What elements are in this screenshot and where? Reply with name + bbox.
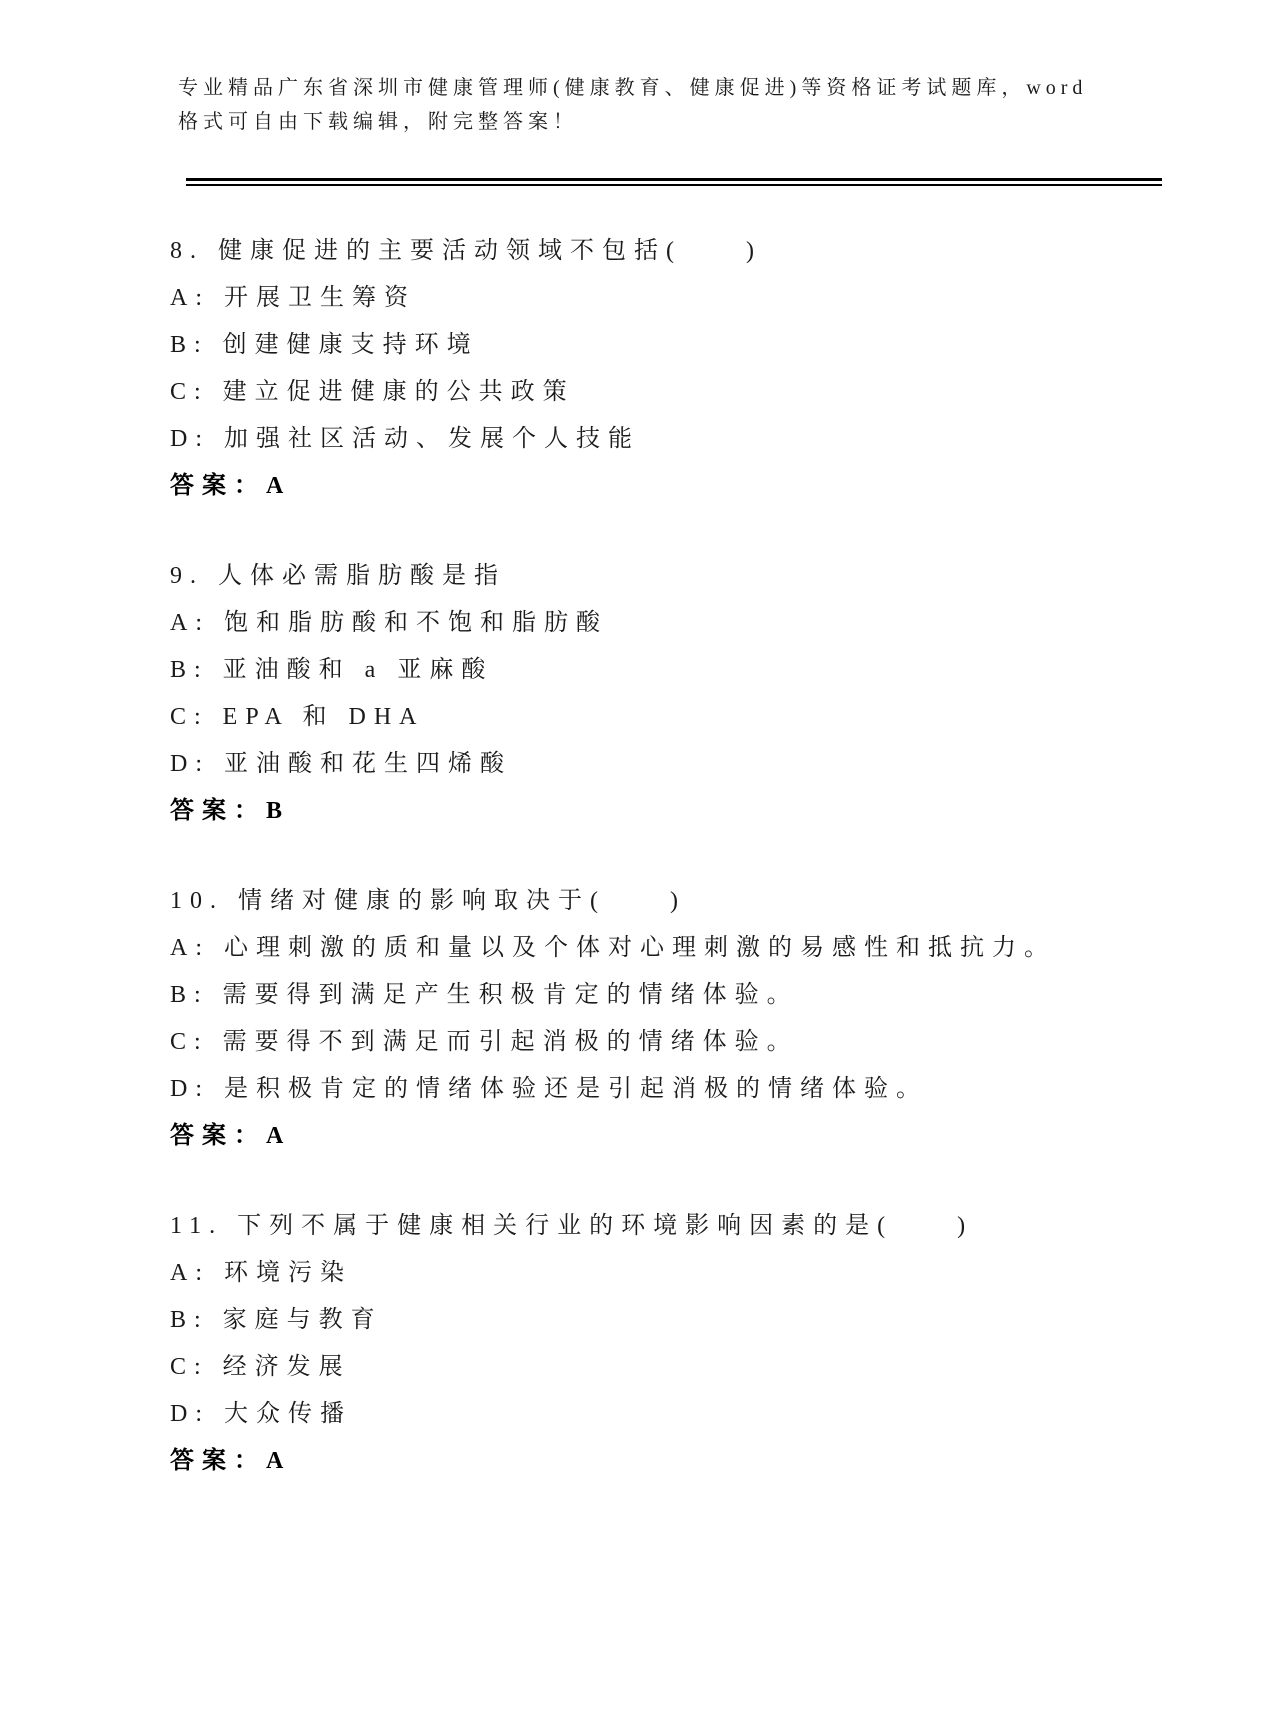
question-option: A: 环境污染 bbox=[170, 1260, 352, 1286]
answer-line: 答案：A bbox=[170, 1448, 292, 1474]
question-option: C: 经济发展 bbox=[170, 1354, 351, 1380]
header-divider bbox=[186, 178, 1162, 186]
question-option: D: 是积极肯定的情绪体验还是引起消极的情绪体验。 bbox=[170, 1076, 928, 1102]
question-option: C: 建立促进健康的公共政策 bbox=[170, 379, 575, 405]
question-block-8 bbox=[170, 228, 1175, 510]
question-option: B: 需要得到满足产生积极肯定的情绪体验。 bbox=[170, 982, 799, 1008]
question-title: 11. 下列不属于健康相关行业的环境影响因素的是( ) bbox=[170, 1213, 974, 1239]
question-option: A: 饱和脂肪酸和不饱和脂肪酸 bbox=[170, 610, 608, 636]
question-block-11 bbox=[170, 1203, 1175, 1485]
question-option: D: 亚油酸和花生四烯酸 bbox=[170, 751, 512, 777]
question-title: 8. 健康促进的主要活动领域不包括( ) bbox=[170, 238, 762, 264]
question-title: 10. 情绪对健康的影响取决于( ) bbox=[170, 888, 686, 914]
answer-line: 答案：A bbox=[170, 473, 292, 499]
header-text-line2: 格式可自由下载编辑，附完整答案！ bbox=[178, 111, 578, 133]
question-block-10 bbox=[170, 878, 1175, 1160]
answer-line: 答案：A bbox=[170, 1123, 292, 1149]
question-title: 9. 人体必需脂肪酸是指 bbox=[170, 563, 506, 589]
question-option: B: 亚油酸和 a 亚麻酸 bbox=[170, 657, 494, 683]
page-header bbox=[178, 71, 1165, 139]
question-block-9 bbox=[170, 553, 1175, 835]
question-option: A: 开展卫生筹资 bbox=[170, 285, 416, 311]
header-text-line1: 专业精品广东省深圳市健康管理师(健康教育、健康促进)等资格证考试题库，word bbox=[178, 77, 1088, 99]
question-option: D: 加强社区活动、发展个人技能 bbox=[170, 426, 640, 452]
document-body bbox=[170, 228, 1175, 1485]
question-option: B: 家庭与教育 bbox=[170, 1307, 383, 1333]
document-page bbox=[0, 71, 1275, 1721]
question-option: B: 创建健康支持环境 bbox=[170, 332, 479, 358]
question-option: A: 心理刺激的质和量以及个体对心理刺激的易感性和抵抗力。 bbox=[170, 935, 1056, 961]
question-option: C: 需要得不到满足而引起消极的情绪体验。 bbox=[170, 1029, 799, 1055]
question-option: C: EPA 和 DHA bbox=[170, 704, 425, 730]
question-option: D: 大众传播 bbox=[170, 1401, 352, 1427]
answer-line: 答案：B bbox=[170, 798, 291, 824]
